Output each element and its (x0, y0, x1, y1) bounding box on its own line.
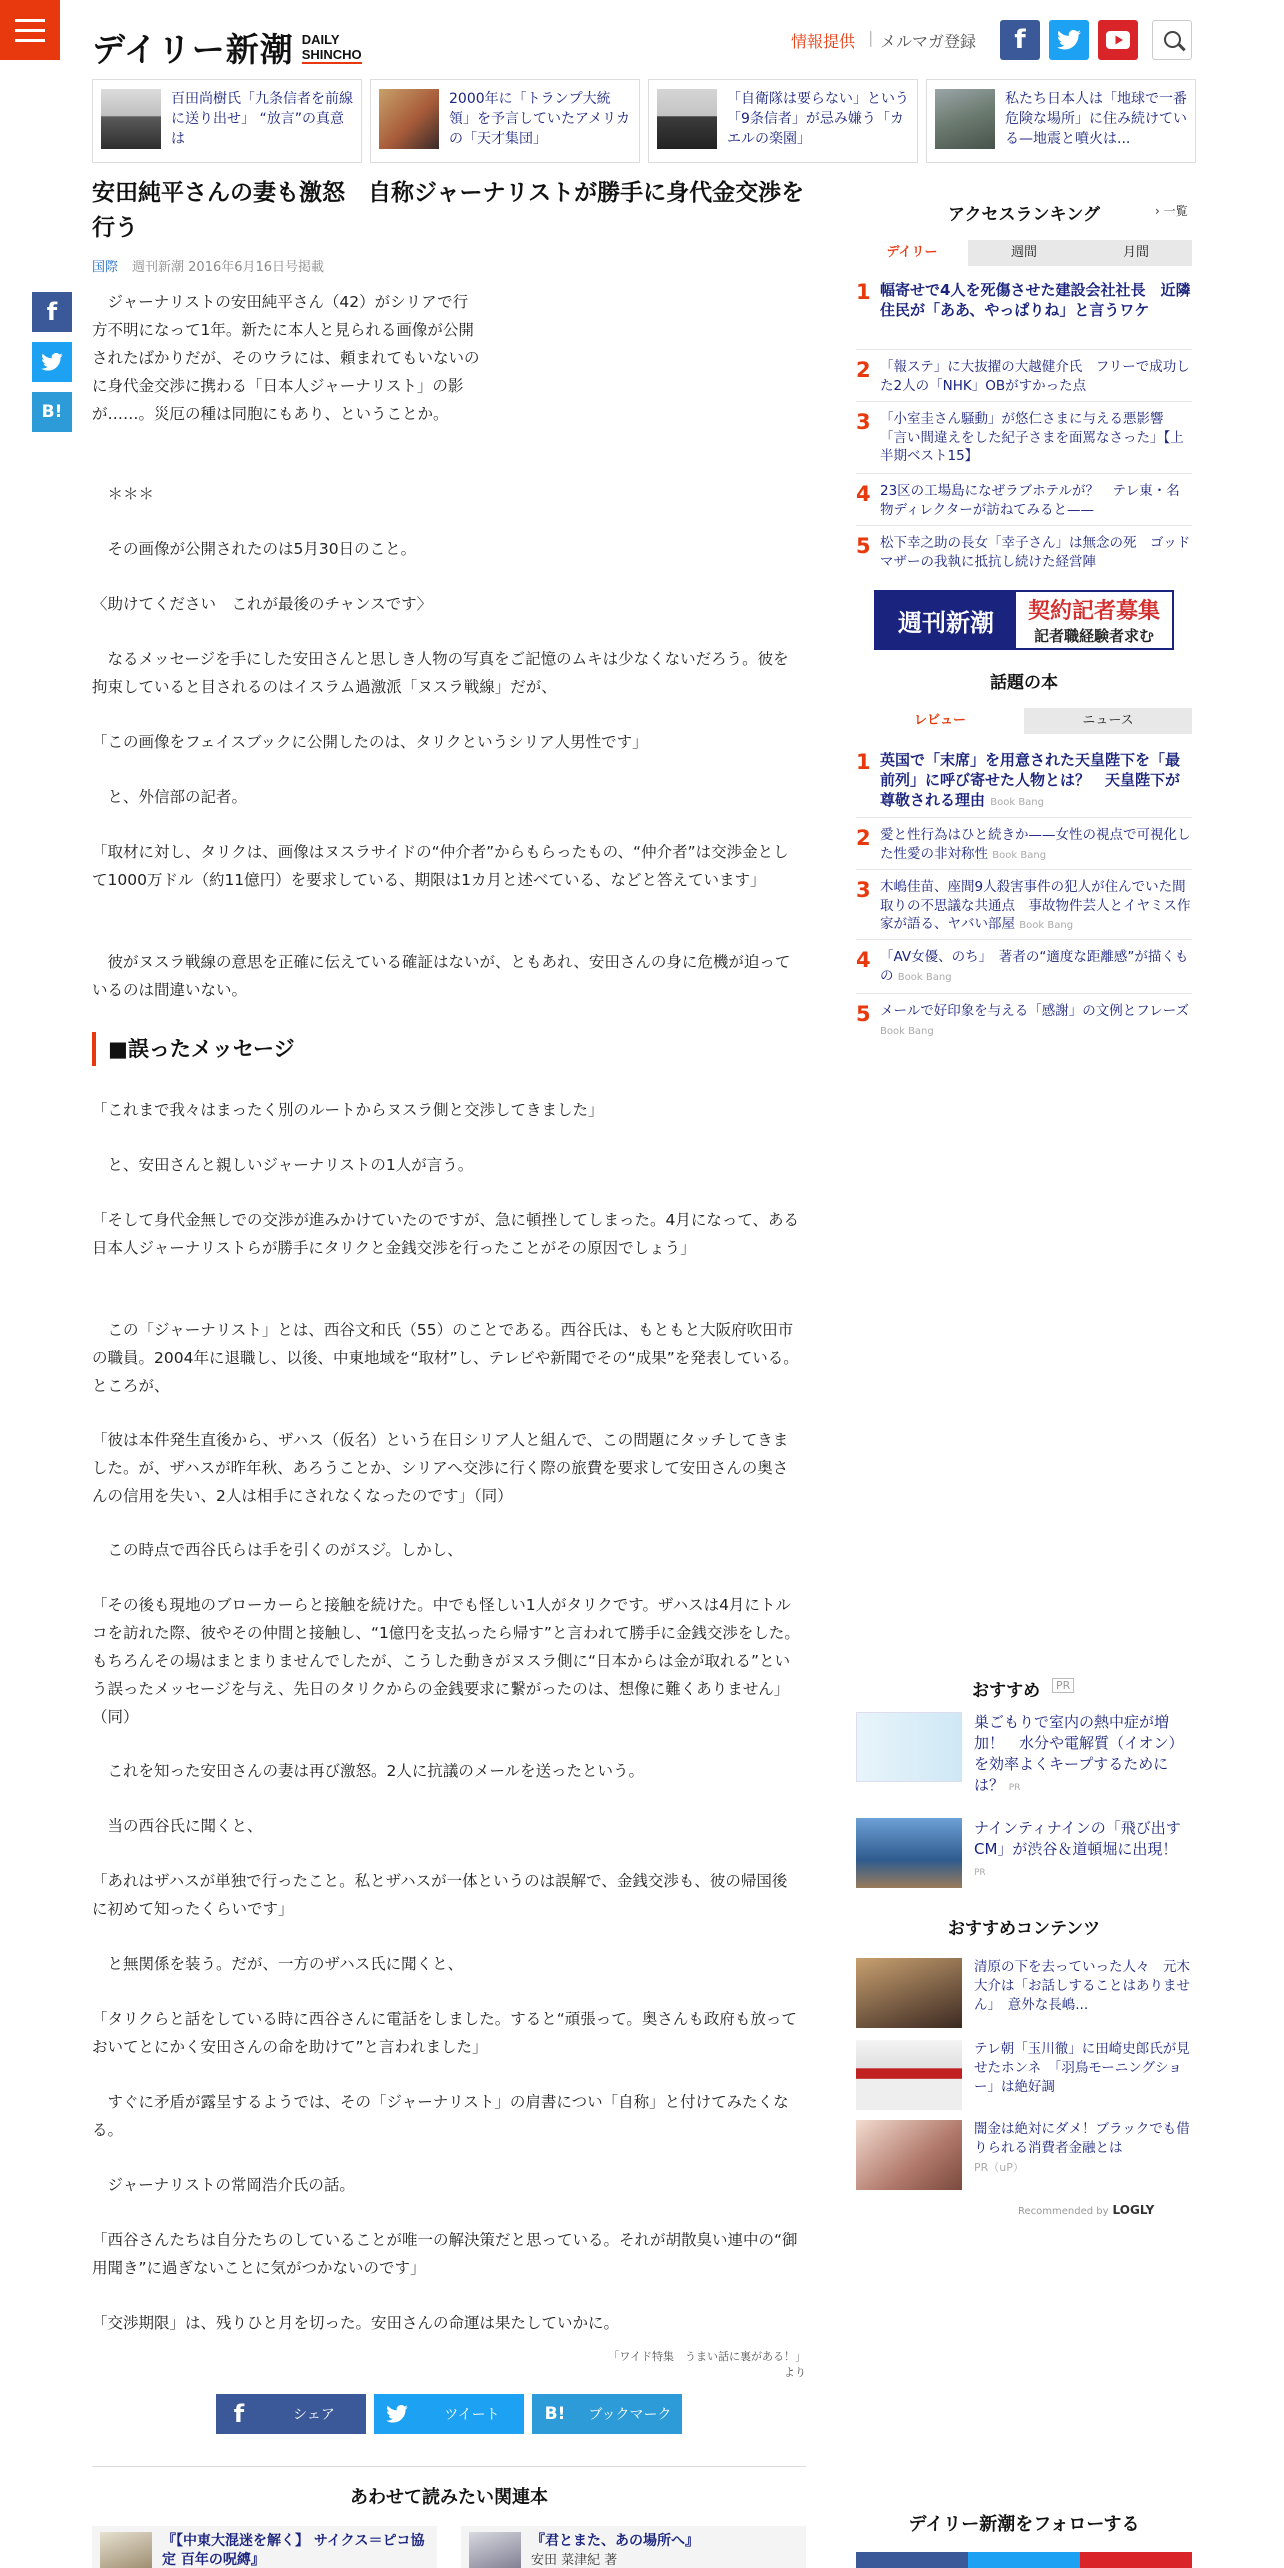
paragraph: 彼がヌスラ戦線の意思を正確に伝えている確証はないが、ともあれ、安田さんの身に危機が迫っているのは間違いない。 (92, 953, 791, 999)
card-text: 2000年に「トランプ大統領」を予言していたアメリカの「天才集団」 (449, 91, 631, 147)
issue-info: 週刊新潮 2016年6月16日号掲載 (132, 260, 325, 275)
content-text: テレ朝「玉川徹」に田崎史郎氏が見せたホンネ 「羽鳥モーニングショー」は絶好調 (974, 2041, 1190, 2095)
paragraph: 「これまで我々はまったく別のルートからヌスラ側と交渉してきました」 (92, 1101, 604, 1119)
paragraph: この「ジャーナリスト」とは、西谷文和氏（55）のことである。西谷氏は、もともと大阪府吹田市の職員。2004年に退職し、以後、中東地域を“取材”し、テレビや新聞でその“成果”を発表している。ところが、 (92, 1321, 799, 1395)
menu-button[interactable] (0, 0, 60, 60)
follow-youtube-button[interactable] (1080, 2552, 1192, 2568)
paragraph: 当の西谷氏に聞くと、 (92, 1817, 263, 1835)
paragraph: 「その後も現地のブローカーらと接触を続けた。中でも怪しい1人がタリクです。ザハスは4月にトルコを訪れた際、彼やその仲間と接触し、“1億円を支払ったら帰す”と言われて勝手に金銭交渉をした。もちろんその場はまとまりませんでしたが、こうした動きがヌスラ側に“日本からは金が取れる”という誤ったメッセージを与え、先日のタリクからの金銭要求に繋がったのは、想像に難くありません」（同） (92, 1596, 800, 1726)
paragraph: 〈助けてください これが最後のチャンスです〉 (92, 595, 433, 613)
paragraph: 「彼は本件発生直後から、ザハス（仮名）という在日シリア人と組んで、この問題にタッチしてきました。が、ザハスが昨年秋、あろうことか、シリアへ交渉に行く際の旅費を要求して安田さんの奥さんの信用を失い、2人は相手にされなくなったのです」（同） (92, 1431, 789, 1505)
book-source: Book Bang (990, 797, 1044, 808)
article-meta (92, 256, 324, 275)
pr-thumbnail (856, 1712, 962, 1782)
books-title: 話題の本 (990, 673, 1058, 693)
pr-item-1[interactable] (856, 1712, 1192, 1799)
twitter-share-button[interactable] (374, 2394, 524, 2434)
card-text: 私たち日本人は「地球で一番危険な場所」に住み続けている—地震と噴火は... (1005, 91, 1187, 147)
book-text: メールで好印象を与える「感謝」の文例とフレーズ (880, 1003, 1190, 1019)
book-cover (469, 2532, 521, 2568)
book-source: Book Bang (880, 1025, 934, 1037)
rank-number: 1 (856, 750, 871, 774)
twitter-icon[interactable] (1049, 20, 1089, 60)
book-item-5[interactable] (856, 1002, 1192, 1046)
book-source: Book Bang (992, 849, 1047, 861)
tweet-label: ツイート (444, 2407, 500, 2423)
pr-text: 巣ごもりで室内の熱中症が増加！ 水分や電解質（イオン）を効率よくキープするためには？ (974, 1713, 1184, 1794)
recruit-banner[interactable] (874, 590, 1174, 650)
facebook-icon[interactable]: f (1000, 20, 1040, 60)
recommend-title: おすすめ (972, 1681, 1041, 1701)
article-credit: 「ワイド特集 うまい話に裏がある！」より (608, 2350, 806, 2379)
ranking-title: アクセスランキング (948, 205, 1100, 225)
logly-logo: LOGLY (1112, 2203, 1155, 2217)
book-text: 愛と性行為はひと続きか——女性の視点で可視化した性愛の非対称性 (880, 827, 1191, 862)
header-separator: | (868, 28, 874, 47)
related-book-1[interactable] (92, 2526, 437, 2568)
rank-text: 幅寄せで4人を死傷させた建設会社社長 近隣住民が「ああ、やっぱりね」と言うワケ (880, 281, 1191, 319)
paragraph: なるメッセージを手にした安田さんと思しき人物の写真をご記憶のムキは少なくないだろう。彼を拘束していると目されるのはイスラム過激派「ヌスラ戦線」だが、 (92, 650, 789, 696)
related-book-2[interactable] (461, 2526, 806, 2568)
banner-headline: 契約記者募集 (1027, 598, 1160, 624)
rank-number: 5 (856, 534, 871, 558)
content-text: 清原の下を去っていった人々 元木大介は「お話しすることはありません」 意外な長嶋... (974, 1959, 1190, 2013)
paragraph: すぐに矛盾が露呈するようでは、その「ジャーナリスト」の肩書につい「自称」と付けてみたくなる。 (92, 2093, 789, 2139)
paragraph: この時点で西谷氏らは手を引くのがスジ。しかし、 (92, 1541, 463, 1559)
follow-title: デイリー新潮をフォローする (908, 2514, 1140, 2535)
chevron-right-icon: › (1155, 204, 1164, 218)
ranking-item-4[interactable] (856, 482, 1192, 526)
rank-text: 「報ステ」に大抜擢の大越健介氏 フリーで成功した2人の「NHK」OBがすかった点 (880, 359, 1190, 394)
content-thumbnail (856, 2120, 962, 2190)
rank-number: 4 (856, 948, 871, 972)
ranking-tabs (856, 240, 1192, 266)
pr-item-2[interactable] (856, 1818, 1192, 1888)
follow-facebook-button[interactable] (856, 2552, 968, 2568)
twitter-icon (374, 2394, 420, 2434)
card-thumbnail (101, 89, 161, 149)
paragraph: 「この画像をフェイスブックに公開したのは、タリクというシリア人男性です」 (92, 733, 648, 751)
pr-text: ナインティナインの「飛び出すCM」が渋谷＆道頓堀に出現！ (974, 1819, 1181, 1858)
paragraph: 「取材に対し、タリクは、画像はヌスラサイドの“仲介者”からもらったもの、“仲介者”は交渉金として1000万ドル（約11億円）を要求している、期限は1カ月と述べている、などと答えています」 (92, 843, 789, 889)
ranking-more-link[interactable]: › 一覧 (1155, 204, 1188, 218)
top-card-3[interactable] (648, 79, 918, 163)
site-logo[interactable] (92, 24, 362, 71)
info-submit-link[interactable]: 情報提供 (791, 32, 856, 51)
rank-number: 3 (856, 878, 871, 902)
hamburger-icon (15, 19, 45, 22)
content-item-2[interactable] (856, 2040, 1192, 2110)
paragraph: ジャーナリストの安田純平さん（42）がシリアで行方不明になって1年。新たに本人と見られる画像が公開されたばかりだが、そのウラには、頼まれてもいないのに身代金交渉に携わる「日本人ジャーナリスト」の影が……。災厄の種は同胞にもあり、ということか。 (92, 293, 480, 423)
rank-text: 松下幸之助の長女「幸子さん」は無念の死 ゴッドマザーの我執に抵抗し続けた経営陣 (880, 535, 1191, 570)
book-item-4[interactable] (856, 948, 1192, 994)
tab-daily[interactable]: デイリー (856, 240, 968, 266)
category-link[interactable]: 国際 (92, 260, 119, 275)
search-icon[interactable] (1152, 20, 1192, 60)
book-text: 英国で「末席」を用意された天皇陛下を「最前列」に呼び寄せた人物とは？ 天皇陛下が尊敬される理由 (880, 751, 1181, 809)
book-text: 「AV女優、のち」 著者の“適度な距離感”が描くもの (880, 949, 1189, 984)
banner-subline: 記者職経験者求む (1033, 627, 1154, 645)
book-cover (100, 2532, 152, 2568)
book-source: Book Bang (897, 971, 952, 983)
paragraph: と、外信部の記者。 (92, 788, 248, 806)
pr-tag: PR (1008, 1783, 1021, 1793)
section-heading: ■誤ったメッセージ (92, 1032, 802, 1066)
divider (92, 2466, 806, 2467)
tab-news[interactable]: ニュース (1024, 708, 1192, 734)
content-thumbnail (856, 2040, 962, 2110)
card-thumbnail (935, 89, 995, 149)
bookmark-label: ブックマーク (588, 2407, 672, 2423)
paragraph: ＊＊＊ (92, 485, 155, 503)
rank-text: 「小室圭さん騒動」が悠仁さまに与える悪影響 「言い間違えをした紀子さまを面罵なさった」【上半期ベスト15】 (880, 411, 1184, 464)
ranking-item-5[interactable] (856, 534, 1192, 574)
tab-review[interactable]: レビュー (856, 708, 1024, 734)
book-text: 木嶋佳苗、座間9人殺害事件の犯人が住んでいた間取りの不思議な共通点 事故物件芸人とイヤミス作家が語る、ヤバい部屋 (880, 879, 1191, 932)
paragraph: 「西谷さんたちは自分たちのしていることが唯一の解決策だと思っている。それが胡散臭い連中の“御用聞き”に過ぎないことに気がつかないのです」 (92, 2231, 798, 2277)
follow-twitter-button[interactable] (968, 2552, 1080, 2568)
paragraph: その画像が公開されたのは5月30日のこと。 (92, 540, 417, 558)
rank-number: 3 (856, 410, 871, 434)
pr-tag: PR (974, 1868, 986, 1878)
book-source: Book Bang (1019, 920, 1074, 931)
book-item-3[interactable] (856, 878, 1192, 940)
facebook-icon: f (233, 2400, 245, 2428)
content-text: 闇金は絶対にダメ！ブラックでも借りられる消費者金融とは (974, 2121, 1190, 2156)
book-author: 安田 菜津紀 著 (531, 2553, 618, 2568)
pr-badge: PR (1052, 1678, 1074, 1693)
newsletter-link[interactable]: メルマガ登録 (880, 32, 977, 51)
paragraph: と、安田さんと親しいジャーナリストの1人が言う。 (92, 1156, 474, 1174)
pr-tag: PR（uP） (974, 2161, 1024, 2174)
top-card-4[interactable] (926, 79, 1196, 163)
facebook-share-icon[interactable]: f (32, 292, 72, 332)
paragraph: と無関係を装う。だが、一方のザハス氏に聞くと、 (92, 1955, 464, 1973)
card-thumbnail (657, 89, 717, 149)
related-books-title: あわせて読みたい関連本 (350, 2487, 548, 2508)
content-item-1[interactable] (856, 1958, 1192, 2028)
content-thumbnail (856, 1958, 962, 2028)
banner-magazine-name: 週刊新潮 (876, 592, 1016, 648)
logo-english: DAILY SHINCHO (301, 31, 362, 62)
paragraph: 「あれはザハスが単独で行ったこと。私とザハスが一体というのは誤解で、金銭交渉も、彼の帰国後に初めて知ったくらいです」 (92, 1872, 788, 1918)
paragraph: 「そして身代金無しでの交渉が進みかけていたのですが、急に頓挫してしまった。4月になって、ある日本人ジャーナリストらが勝手にタリクと金銭交渉を行ったことがその原因でしょう」 (92, 1211, 800, 1257)
hatena-icon: B! (544, 2404, 566, 2424)
paragraph: 「タリクらと話をしている時に西谷さんに電話をしました。すると“頑張って。奥さんも政府も放っておいてとにかく安田さんの命を助けて”と言われました」 (92, 2010, 797, 2056)
paragraph: これを知った安田さんの妻は再び激怒。2人に抗議のメールを送ったという。 (92, 1762, 645, 1780)
rank-text: 23区の工場島になぜラブホテルが？ テレ東・名物ディレクターが訪ねてみると—— (880, 483, 1180, 518)
logo-japanese: デイリー新潮 (92, 30, 294, 69)
rank-number: 1 (856, 280, 871, 304)
book-title: 『君とまた、あの場所へ』 (531, 2533, 699, 2549)
book-item-1[interactable] (856, 750, 1192, 818)
card-text: 百田尚樹氏「九条信者を前線に送り出せ」 “放言”の真意は (171, 91, 353, 147)
book-tabs (856, 708, 1192, 734)
rank-number: 2 (856, 358, 871, 382)
youtube-icon[interactable] (1098, 20, 1138, 60)
ranking-item-1[interactable] (856, 280, 1192, 350)
paragraph: ジャーナリストの常岡浩介氏の話。 (92, 2176, 355, 2194)
content-item-3[interactable] (856, 2120, 1192, 2190)
book-item-2[interactable] (856, 826, 1192, 870)
rank-number: 5 (856, 1002, 871, 1026)
contents-title: おすすめコンテンツ (947, 1919, 1101, 1939)
facebook-share-button[interactable] (216, 2394, 366, 2434)
pr-thumbnail (856, 1818, 962, 1888)
tab-monthly[interactable]: 月間 (1080, 240, 1192, 266)
top-card-2[interactable] (370, 79, 640, 163)
card-thumbnail (379, 89, 439, 149)
hatena-bookmark-button[interactable] (532, 2394, 682, 2434)
book-title: 『【中東大混迷を解く】 サイクス＝ピコ協定 百年の呪縛』 (162, 2533, 425, 2568)
twitter-share-icon[interactable] (32, 342, 72, 382)
ranking-item-2[interactable] (856, 358, 1192, 402)
ranking-item-3[interactable] (856, 410, 1192, 474)
share-label: シェア (293, 2407, 335, 2423)
logly-credit: Recommended by LOGLY (1018, 2203, 1155, 2217)
paragraph: 「交渉期限」は、残りひと月を切った。安田さんの命運は果たしていかに。 (92, 2314, 620, 2332)
card-text: 「自衛隊は要らない」という「9条信者」が忌み嫌う「カエルの楽園」 (727, 91, 909, 147)
rank-number: 2 (856, 826, 871, 850)
article-title: 安田純平さんの妻も激怒 自称ジャーナリストが勝手に身代金交渉を行う (92, 180, 805, 241)
tab-weekly[interactable]: 週間 (968, 240, 1080, 266)
hatena-bookmark-icon[interactable]: B! (32, 392, 72, 432)
rank-number: 4 (856, 482, 871, 506)
top-card-1[interactable] (92, 79, 362, 163)
